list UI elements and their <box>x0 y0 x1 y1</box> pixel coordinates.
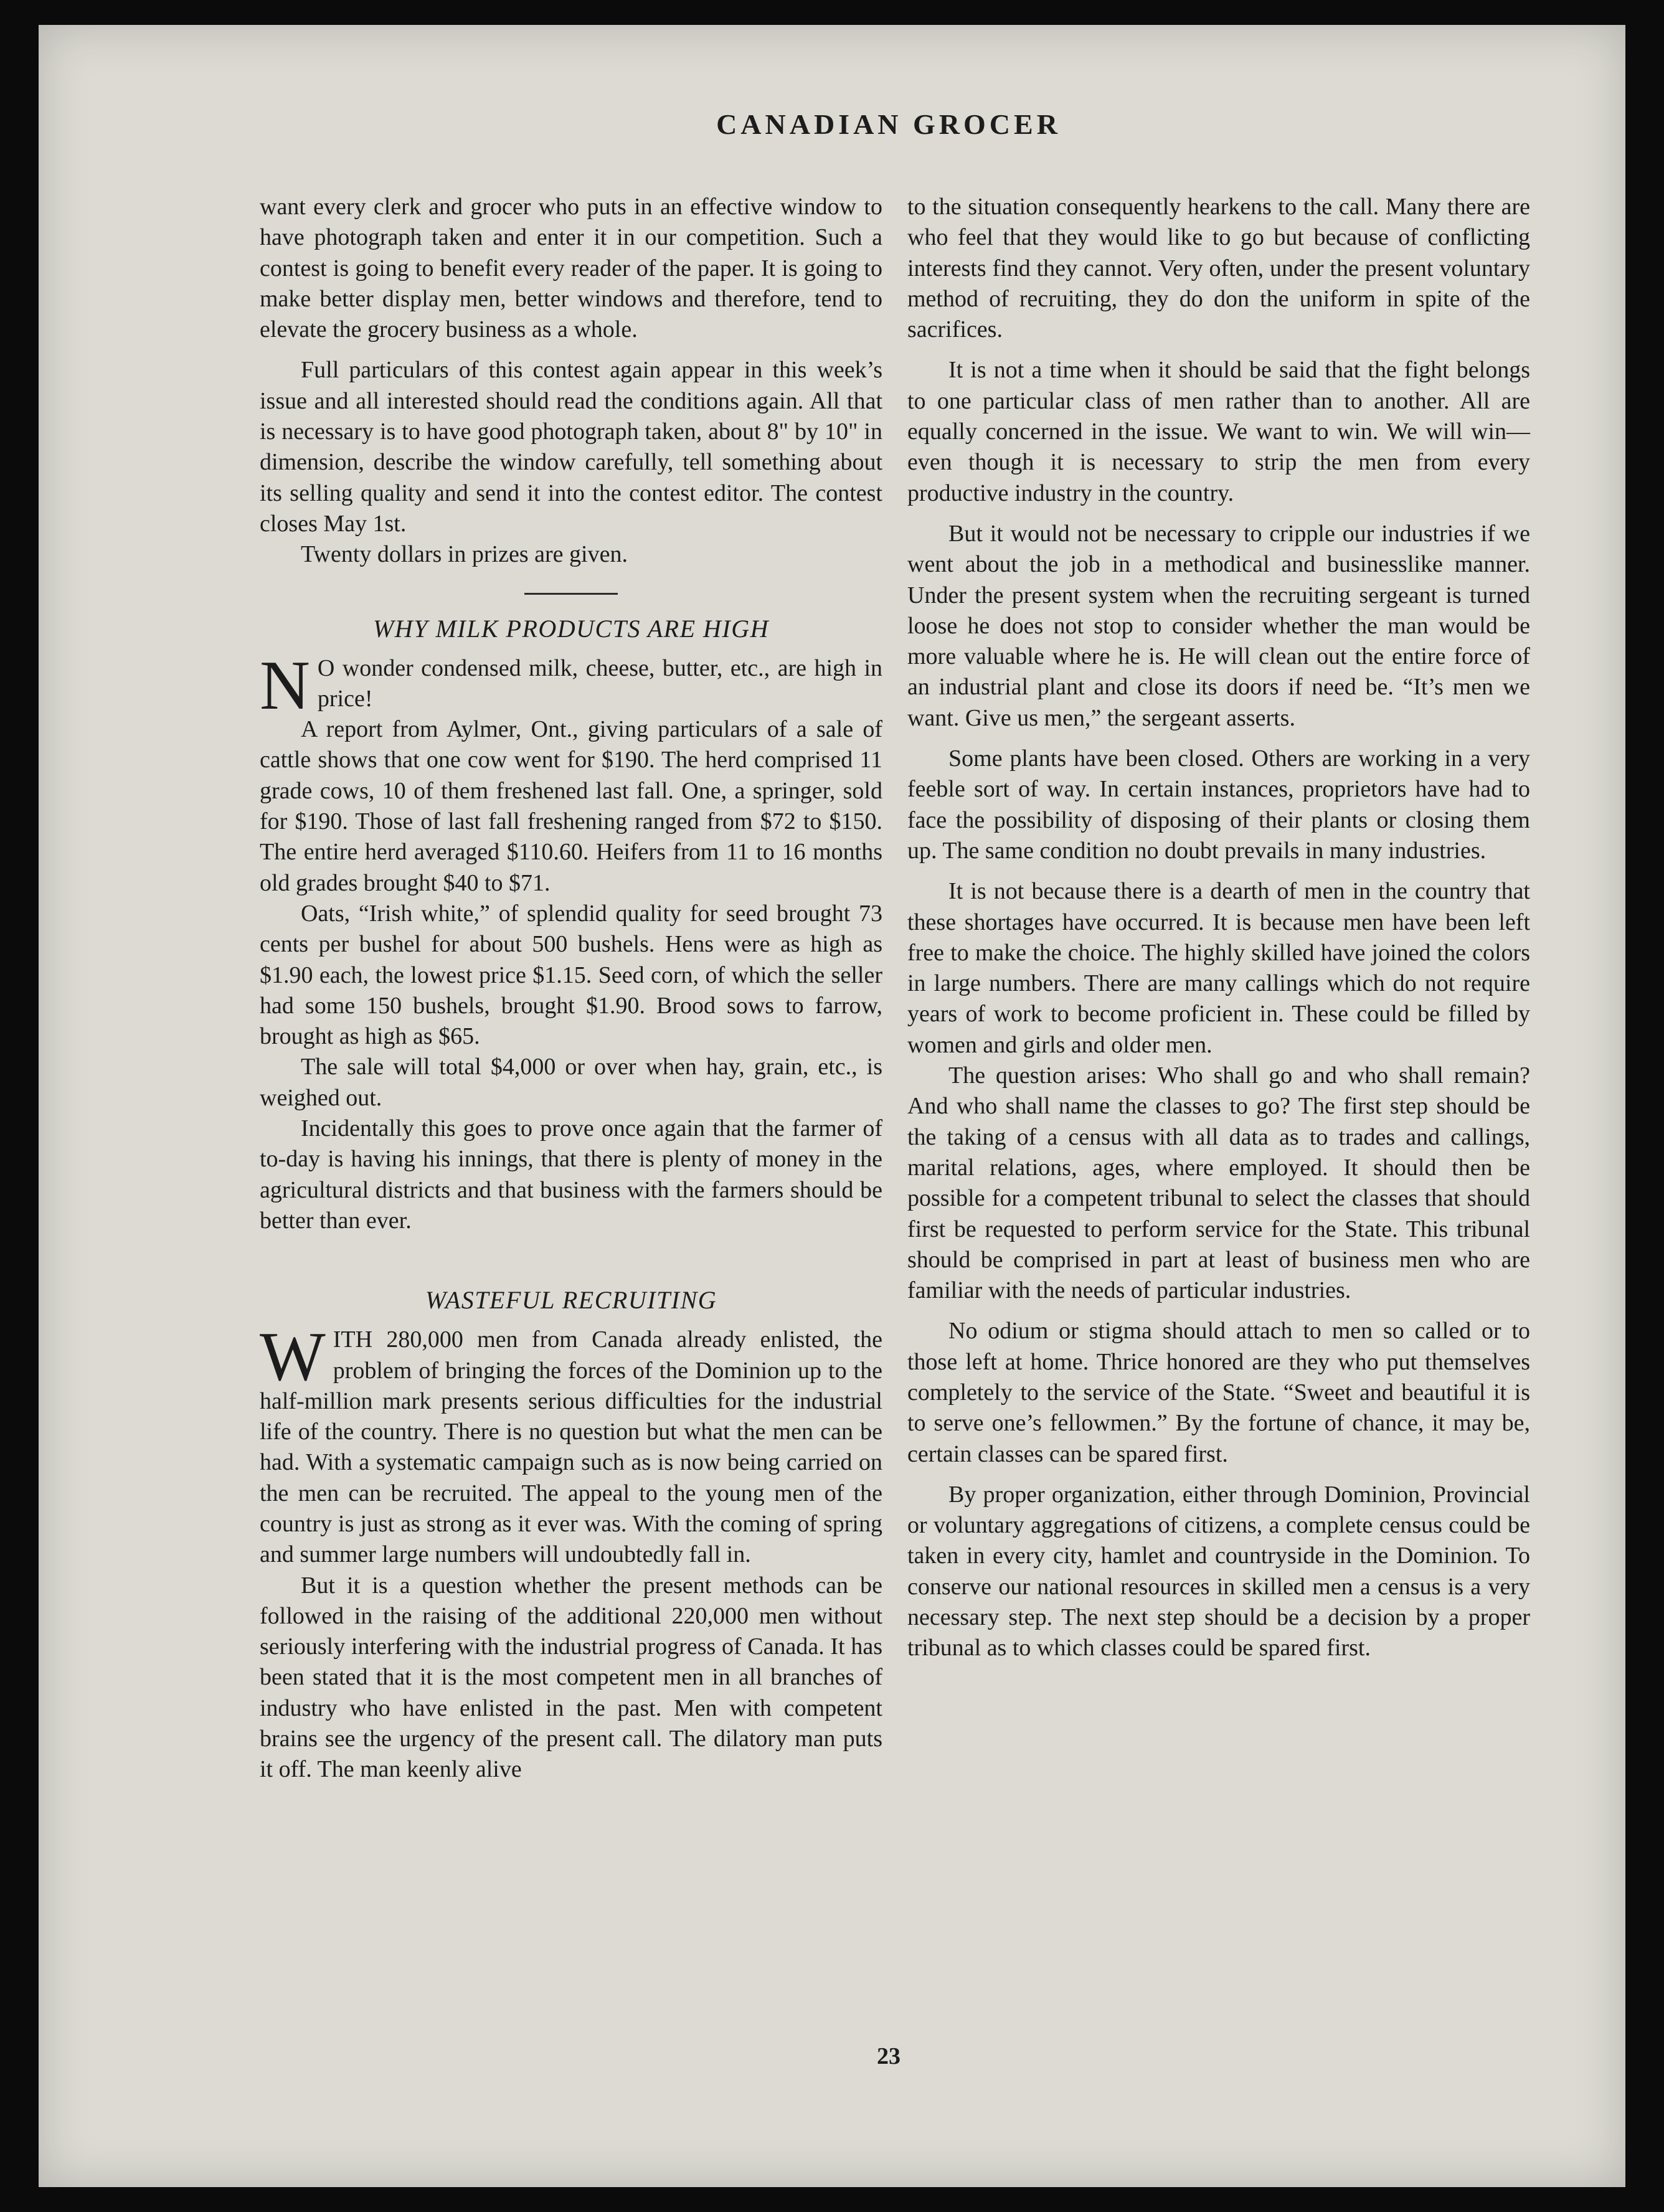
article-paragraph: The sale will total $4,000 or over when hay, grain, etc., is weighed out. <box>260 1054 882 1111</box>
left-column <box>260 192 882 1785</box>
article-paragraph-continued: to the situation consequently hearkens to the call. Many there are who feel that they would like to go but because of conflicting interests find they cannot. Very often, under the present voluntary method of recruiting, they do don the uniform in spite of the sacrifices. <box>907 194 1530 343</box>
article-paragraph: It is not a time when it should be said that the fight belongs to one particular class of men rather than to another. All are equally concerned in the issue. We want to win. We will win—even though it is necessary to strip the men from every productive industry in the country. <box>907 357 1530 506</box>
lead-text: O wonder condensed milk, cheese, butter, etc., are high in price! <box>317 655 882 712</box>
page-number: 23 <box>877 2043 901 2069</box>
article-paragraph: No odium or stigma should attach to men so called or to those left at home. Thrice honored are they who put themselves completely to the service of the State. “Sweet and beautiful it is to serve one’s fellowmen.” By the fortune of chance, it may be, certain classes can be spared first. <box>907 1318 1530 1467</box>
article-paragraph: A report from Aylmer, Ont., giving particulars of a sale of cattle shows that one cow went for $190. The herd comprised 11 grade cows, 10 of them freshened last fall. One, a springer, sold for $190. Those of last fall freshening ranged from $72 to $150. The entire herd averaged $110.60. Heifers from 11 to 16 months old grades brought $40 to $71. <box>260 716 882 896</box>
prizes-paragraph: Twenty dollars in prizes are given. <box>301 541 628 568</box>
article-title-milk: WHY MILK PRODUCTS ARE HIGH <box>372 614 770 643</box>
article-title-recruiting: WASTEFUL RECRUITING <box>425 1286 717 1315</box>
section-spacer <box>260 1236 882 1285</box>
contest-paragraph: Full particulars of this contest again appear in this week’s issue and all interested should read the conditions again. All that is necessary is to have good photograph taken, about 8" by 10" in dimension, describe the window carefully, tell something about its selling quality and send it into the contest editor. The contest closes May 1st. <box>260 357 882 537</box>
section-divider <box>524 593 618 595</box>
article-paragraph: Incidentally this goes to prove once again that the farmer of to-day is having his innings, that there is plenty of money in the agricultural districts and that business with the farmers should be better than ever. <box>260 1115 882 1234</box>
magazine-page <box>39 25 1625 2187</box>
article-lead-recruiting <box>260 1318 882 1570</box>
article-paragraph: The question arises: Who shall go and who shall remain? And who shall name the classes to go? The first step should be the taking of a census with all data as to trades and callings, marital relations, ages, where employed. It should then be possible for a competent tribunal to select the classes that should first be requested to perform service for the State. This tribunal should be comprised in part at least of business men who are familiar with the needs of particular industries. <box>907 1062 1530 1304</box>
right-column <box>907 192 1530 1664</box>
contest-paragraph-continued: want every clerk and grocer who puts in an effective window to have photograph taken and enter it in our competition. Such a contest is going to benefit every reader of the paper. It is going to make better display men, better windows and therefore, tend to elevate the grocery business as a whole. <box>260 194 882 343</box>
running-head: CANADIAN GROCER <box>716 108 1061 140</box>
lead-text: ITH 280,000 men from Canada already enlisted, the problem of bringing the forces of the Dominion up to the half-million mark presents serious difficulties for the industrial life of the country. There is no question but what the men can be had. With a systematic campaign such as is now being carried on the men can be recruited. The appeal to the young men of the country is just as strong as it ever was. With the coming of spring and summer large numbers will undoubtedly fall in. <box>260 1326 882 1568</box>
article-paragraph: By proper organization, either through Dominion, Provincial or voluntary aggregations of citizens, a complete census could be taken in every city, hamlet and countryside in the Dominion. To conserve our national resources in skilled men a census is a very necessary step. The next step should be a decision by a proper tribunal as to which classes could be spared first. <box>907 1481 1530 1661</box>
article-lead-milk <box>260 646 882 724</box>
article-paragraph: It is not because there is a dearth of men in the country that these shortages have occurred. It is because men have been left free to make the choice. The highly skilled have joined the colors in large numbers. There are many callings which do not require years of work to become proficient in. These could be filled by women and girls and older men. <box>907 878 1530 1058</box>
article-paragraph: Some plants have been closed. Others are working in a very feeble sort of way. In certain instances, proprietors have had to face the possibility of disposing of their plants or closing them up. The same condition no doubt prevails in many industries. <box>907 745 1530 864</box>
drop-cap: N <box>260 646 310 724</box>
article-paragraph: But it is a question whether the present methods can be followed in the raising of the additional 220,000 men without seriously interfering with the industrial progress of Canada. It has been stated that it is the most competent men in all branches of industry who have enlisted in the past. Men with competent brains see the urgency of the present call. The dilatory man puts it off. The man keenly alive <box>260 1572 882 1783</box>
drop-cap: W <box>260 1318 326 1396</box>
article-paragraph: Oats, “Irish white,” of splendid quality for seed brought 73 cents per bushel for about 500 bushels. Hens were as high as $1.90 each, the lowest price $1.15. Seed corn, of which the seller had some 150 bushels, brought $1.90. Brood sows to farrow, brought as high as $65. <box>260 900 882 1050</box>
article-paragraph: But it would not be necessary to cripple our industries if we went about the job in a methodical and businesslike manner. Under the present system when the recruiting sergeant is turned loose he does not stop to consider whether the man would be more valuable where he is. He will clean out the entire force of an industrial plant and close its doors if need be. “It’s men we want. Give us men,” the sergeant asserts. <box>907 520 1530 731</box>
